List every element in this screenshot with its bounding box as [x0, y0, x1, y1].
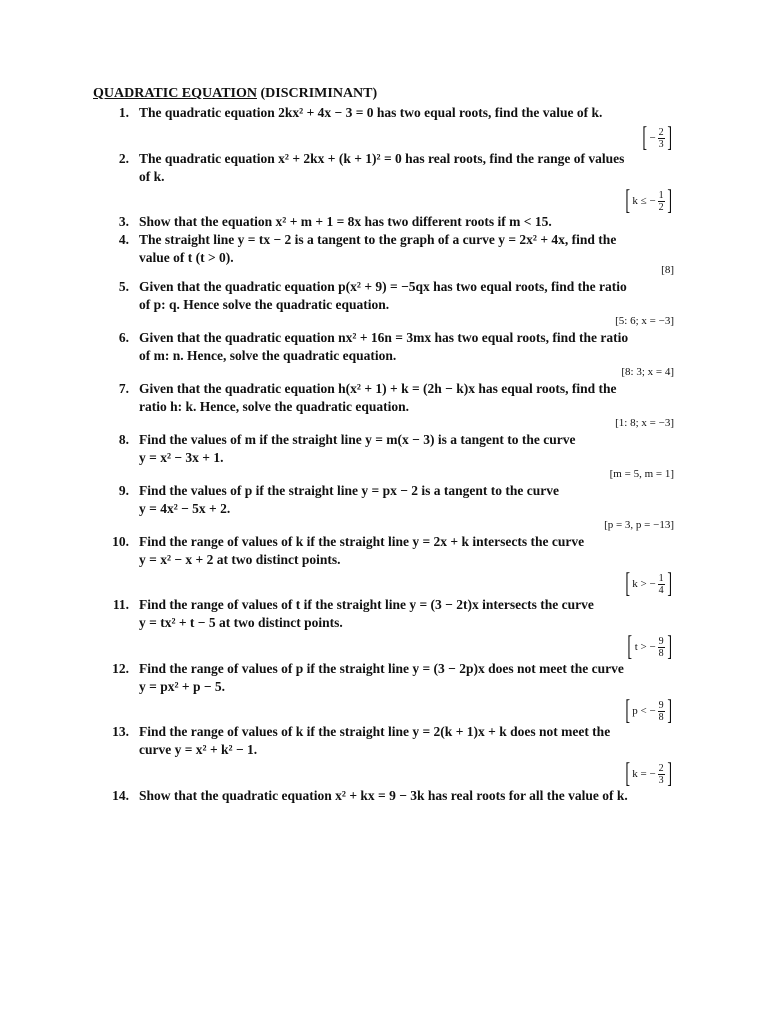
question-number: 13.: [112, 724, 129, 739]
fraction-numerator: 1: [658, 189, 664, 201]
answer-6: [8: 3; x = 4]: [621, 366, 674, 378]
question-line-1: Find the range of values of t if the straight line y = (3 − 2t)x intersects the curve: [139, 597, 594, 612]
fraction-denominator: 8: [658, 711, 664, 723]
answer-prefix: k ≤ −: [632, 195, 656, 207]
answer-fraction: [658, 127, 665, 150]
answer-4: [8]: [661, 264, 674, 276]
answer-prefix: −: [649, 132, 656, 144]
answer-13: [ k = − $\frac{2}{3}$ ]: [625, 758, 672, 789]
fraction-denominator: 8: [658, 647, 664, 659]
question-line-1: Show that the quadratic equation x² + kx = 9 − 3k has real roots for all the value of k.: [139, 788, 628, 803]
question-line-1: Given that the quadratic equation h(x² + 1) + k = (2h − k)x has equal roots, find the: [139, 381, 617, 396]
question-line-1: The straight line y = tx − 2 is a tangent to the graph of a curve y = 2x² + 4x, find the: [139, 232, 617, 247]
question-line-1: Given that the quadratic equation nx² + 16n = 3mx has two equal roots, find the ratio: [139, 330, 629, 345]
title-underlined: QUADRATIC EQUATION: [93, 86, 257, 101]
fraction-numerator: 2: [658, 126, 664, 138]
question-text: [139, 431, 673, 467]
question-line-1: Find the range of values of k if the straight line y = 2(k + 1)x + k does not meet the: [139, 724, 611, 739]
question-number: 10.: [112, 534, 129, 549]
question-line-1: The quadratic equation x² + 2kx + (k + 1)² = 0 has real roots, find the range of values: [139, 151, 625, 166]
question-number: 1.: [118, 105, 129, 120]
worksheet-title: [93, 86, 377, 102]
question-text: [139, 787, 673, 805]
question-line-2: value of t (t > 0).: [139, 250, 234, 265]
question-text: [139, 380, 673, 416]
answer-prefix: k = −: [632, 768, 656, 780]
fraction-denominator: 3: [658, 774, 664, 786]
question-number: 6.: [118, 330, 129, 345]
question-number: 8.: [118, 432, 129, 447]
question-line-2: of p: q. Hence solve the quadratic equation.: [139, 297, 390, 312]
question-text: [139, 533, 673, 569]
question-text: [139, 104, 673, 122]
question-line-2: of k.: [139, 169, 165, 184]
question-text: [139, 596, 673, 632]
answer-fraction: [658, 573, 665, 596]
question-number: 9.: [118, 483, 129, 498]
question-line-2: ratio h: k. Hence, solve the quadratic equation.: [139, 399, 409, 414]
question-line-1: Show that the equation x² + m + 1 = 8x has two different roots if m < 15.: [139, 214, 552, 229]
question-text: [139, 482, 673, 518]
question-number: 3.: [118, 214, 129, 229]
fraction-denominator: 3: [658, 138, 664, 150]
question-text: [139, 231, 673, 267]
question-number: 12.: [112, 661, 129, 676]
fraction-numerator: 2: [658, 762, 664, 774]
answer-prefix: k > −: [632, 578, 656, 590]
question-line-1: Find the range of values of k if the straight line y = 2x + k intersects the curve: [139, 534, 585, 549]
question-line-2: of m: n. Hence, solve the quadratic equation.: [139, 348, 397, 363]
fraction-denominator: 2: [658, 201, 664, 213]
question-line-1: Given that the quadratic equation p(x² + 9) = −5qx has two equal roots, find the ratio: [139, 279, 627, 294]
question-line-1: Find the values of m if the straight line y = m(x − 3) is a tangent to the curve: [139, 432, 576, 447]
title-rest: (DISCRIMINANT): [257, 86, 378, 101]
question-line-2: curve y = x² + k² − 1.: [139, 742, 258, 757]
question-number: 5.: [118, 279, 129, 294]
answer-prefix: t > −: [634, 641, 656, 653]
question-line-2: y = px² + p − 5.: [139, 679, 226, 694]
question-line-1: Find the range of values of p if the straight line y = (3 − 2p)x does not meet the curve: [139, 661, 624, 676]
answer-9: [p = 3, p = −13]: [604, 519, 674, 531]
question-text: [139, 329, 673, 365]
answer-5: [5: 6; x = −3]: [615, 315, 674, 327]
question-number: 2.: [118, 151, 129, 166]
answer-7: [1: 8; x = −3]: [615, 417, 674, 429]
answer-12: [ p < − $\frac{9}{8}$ ]: [625, 695, 672, 726]
question-line-2: y = 4x² − 5x + 2.: [139, 501, 231, 516]
question-line-1: Find the values of p if the straight line y = px − 2 is a tangent to the curve: [139, 483, 560, 498]
question-text: [139, 213, 673, 231]
question-number: 7.: [118, 381, 129, 396]
answer-8: [m = 5, m = 1]: [609, 468, 674, 480]
question-line-2: y = x² − x + 2 at two distinct points.: [139, 552, 341, 567]
answer-2: [ k ≤ − $\frac{1}{2}$ ]: [625, 185, 672, 216]
question-text: [139, 278, 673, 314]
answer-prefix: p < −: [632, 705, 656, 717]
fraction-numerator: 9: [658, 699, 664, 711]
question-number: 11.: [112, 597, 129, 612]
fraction-numerator: 9: [658, 635, 664, 647]
answer-fraction: [658, 763, 665, 786]
question-line-2: y = x² − 3x + 1.: [139, 450, 224, 465]
question-text: [139, 660, 673, 696]
question-text: [139, 150, 673, 186]
question-number: 14.: [112, 788, 129, 803]
question-number: 4.: [118, 232, 129, 247]
answer-1: [ − $\frac{2}{3}$ ]: [642, 122, 672, 153]
question-line-2: y = tx² + t − 5 at two distinct points.: [139, 615, 343, 630]
question-text: [139, 723, 673, 759]
fraction-numerator: 1: [658, 572, 664, 584]
answer-fraction: [658, 700, 665, 723]
answer-fraction: [658, 636, 665, 659]
answer-11: [ t > − $\frac{9}{8}$ ]: [627, 631, 672, 662]
question-line-1: The quadratic equation 2kx² + 4x − 3 = 0 has two equal roots, find the value of k.: [139, 105, 603, 120]
answer-10: [ k > − $\frac{1}{4}$ ]: [625, 568, 672, 599]
answer-fraction: [658, 190, 665, 213]
fraction-denominator: 4: [658, 584, 664, 596]
